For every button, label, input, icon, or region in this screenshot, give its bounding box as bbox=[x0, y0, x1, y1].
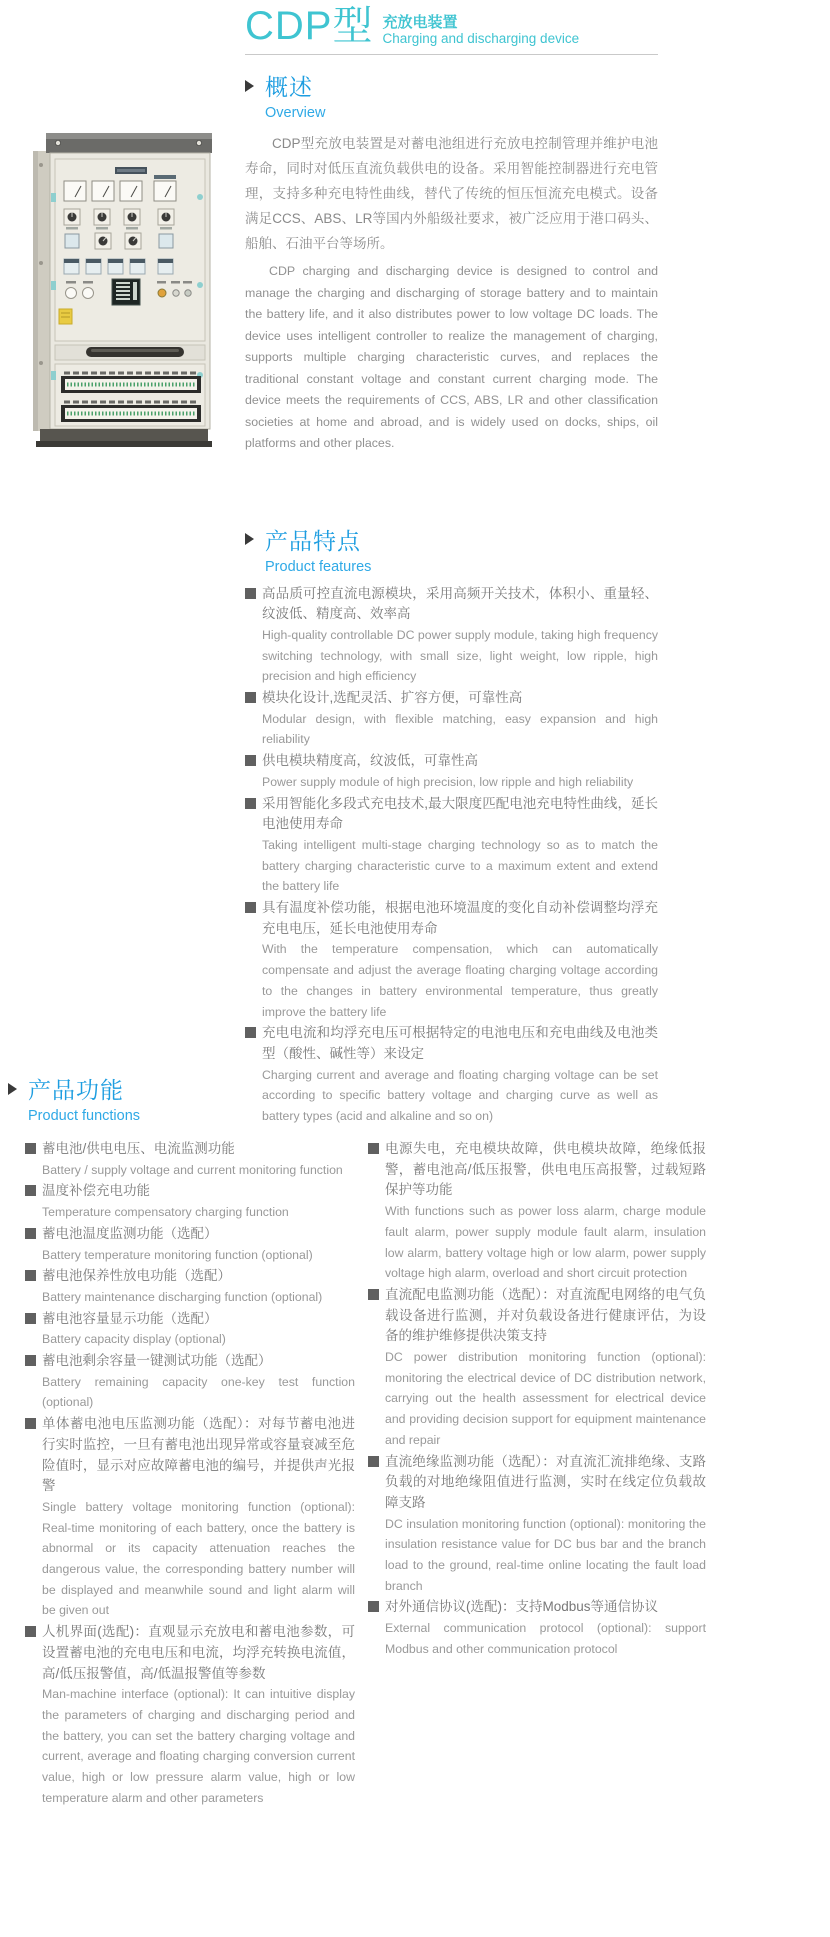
bullet-square-icon bbox=[368, 1289, 379, 1300]
functions-title-en: Product functions bbox=[28, 1108, 141, 1124]
function-text-zh: 蓄电池容量显示功能（选配） bbox=[42, 1310, 218, 1326]
function-text-zh: 蓄电池剩余容量一键测试功能（选配） bbox=[42, 1353, 272, 1369]
function-item bbox=[25, 1181, 355, 1222]
product-subtitle-zh: 充放电装置 bbox=[382, 13, 458, 31]
function-text-zh: 单体蓄电池电压监测功能（选配）：对每节蓄电池进行实时监控，一旦有蓄电池出现异常或容量衰减至危险值时，显示对应故障蓄电池的编号，并提供声光报警 bbox=[42, 1416, 355, 1494]
bullet-square-icon bbox=[245, 798, 256, 809]
section-overview bbox=[245, 69, 658, 455]
section-arrow-icon bbox=[245, 533, 254, 545]
overview-title-en: Overview bbox=[265, 105, 326, 121]
bullet-square-icon bbox=[245, 902, 256, 913]
bullet-square-icon bbox=[245, 1027, 256, 1038]
function-text-zh: 直流配电监测功能（选配）：对直流配电网络的电气负载设备进行监测，并对负载设备进行健康评估，为设备的维护维修提供决策支持 bbox=[385, 1286, 706, 1344]
main-column bbox=[245, 5, 658, 1128]
features-list bbox=[245, 584, 658, 1127]
features-title-zh: 产品特点 bbox=[265, 527, 361, 554]
feature-item bbox=[245, 898, 658, 1022]
function-text-zh: 人机界面(选配)：直观显示充放电和蓄电池参数，可设置蓄电池的充电电压和电流，均浮充转换电流值，高/低压报警值，高/低温报警值等参数 bbox=[42, 1624, 355, 1681]
features-title-en: Product features bbox=[265, 558, 372, 575]
feature-text-en: High-quality controllable DC power supply module, taking high frequency switching technology, with small size, light weight, low ripple, high precision and high efficiency bbox=[262, 627, 658, 684]
feature-item bbox=[245, 688, 658, 750]
function-text-zh: 蓄电池保养性放电功能（选配） bbox=[42, 1268, 231, 1284]
bullet-square-icon bbox=[25, 1143, 36, 1154]
feature-text-en: Charging current and average and floating charging voltage can be set according to specific battery voltage and charging curve as well as battery types (acid and alkaline and so on) bbox=[262, 1067, 658, 1124]
functions-left-column bbox=[25, 1139, 355, 1810]
function-text-en: Man-machine interface (optional): It can intuitive display the parameters of charging and discharging period and the battery, you can set the battery charging voltage and current, average and floating charging conversion current value, high or low pressure alarm value, high or low temperature alarm and other parameters bbox=[42, 1687, 355, 1805]
bullet-square-icon bbox=[368, 1143, 379, 1154]
function-item bbox=[368, 1139, 706, 1284]
bullet-square-icon bbox=[368, 1456, 379, 1467]
functions-columns bbox=[25, 1130, 708, 1810]
section-features bbox=[245, 523, 658, 1127]
header-divider bbox=[245, 54, 658, 55]
function-text-en: Battery remaining capacity one-key test function (optional) bbox=[42, 1374, 355, 1410]
overview-header bbox=[245, 69, 658, 102]
bullet-square-icon bbox=[368, 1601, 379, 1612]
feature-text-zh: 采用智能化多段式充电技术,最大限度匹配电池充电特性曲线，延长电池使用寿命 bbox=[262, 795, 658, 832]
function-item bbox=[25, 1622, 355, 1808]
bullet-square-icon bbox=[25, 1185, 36, 1196]
function-text-zh: 直流绝缘监测功能（选配）：对直流汇流排绝缘、支路负载的对地绝缘阻值进行监测，实时在线定位负载故障支路 bbox=[385, 1453, 706, 1510]
function-item bbox=[368, 1285, 706, 1451]
functions-title-zh: 产品功能 bbox=[28, 1077, 124, 1103]
product-subtitle-en: Charging and discharging device bbox=[382, 30, 580, 46]
overview-title-zh: 概述 bbox=[265, 74, 313, 100]
bullet-square-icon bbox=[25, 1228, 36, 1239]
cabinet-illustration bbox=[30, 113, 215, 448]
feature-text-zh: 具有温度补偿功能，根据电池环境温度的变化自动补偿调整均浮充充电电压，延长电池使用寿命 bbox=[262, 900, 658, 936]
overview-paragraph-en: CDP charging and discharging device is designed to control and manage the charging and discharging of storage battery and to maintain the battery life, and it also distributes power to low voltage DC loads. The device uses intelligent controller to realize the management of charging, supports multiple charging characteristic curves, and replaces the traditional constant voltage and constant current charging mode. The device meets the requirements of CCS, ABS, LR and other classification societies at home and abroad, and is widely used on docks, ships, oil platforms and other places. bbox=[245, 264, 658, 450]
meter-icons bbox=[64, 181, 176, 201]
function-text-zh: 电源失电，充电模块故障，供电模块故障，绝缘低报警，蓄电池高/低压报警，供电电压高报警，过载短路保护等功能 bbox=[385, 1141, 706, 1198]
bullet-square-icon bbox=[25, 1355, 36, 1366]
bullet-square-icon bbox=[25, 1313, 36, 1324]
feature-item bbox=[245, 794, 658, 898]
feature-text-zh: 模块化设计,选配灵活、扩容方便，可靠性高 bbox=[262, 690, 523, 706]
function-text-zh: 对外通信协议(选配)：支持Modbus等通信协议 bbox=[385, 1599, 659, 1615]
function-text-en: Temperature compensatory charging function bbox=[42, 1205, 289, 1220]
section-functions bbox=[8, 1072, 708, 1810]
function-text-en: Battery temperature monitoring function (optional) bbox=[42, 1247, 313, 1262]
function-text-en: DC insulation monitoring function (optional): monitoring the insulation resistance value for DC bus bar and the branch load to the ground, real-time online locating the fault load branch bbox=[385, 1516, 706, 1593]
product-header bbox=[245, 5, 658, 47]
function-text-zh: 温度补偿充电功能 bbox=[42, 1183, 150, 1199]
product-subtitle bbox=[382, 14, 579, 47]
bullet-square-icon bbox=[245, 588, 256, 599]
feature-item bbox=[245, 751, 658, 792]
bullet-square-icon bbox=[25, 1270, 36, 1281]
functions-right-column bbox=[368, 1139, 706, 1810]
product-cabinet-image bbox=[30, 113, 215, 448]
function-text-en: Battery maintenance discharging function (optional) bbox=[42, 1289, 323, 1304]
feature-text-zh: 充电电流和均浮充电压可根据特定的电池电压和充电曲线及电池类型（酸性、碱性等）来设定 bbox=[262, 1025, 658, 1061]
feature-text-zh: 供电模块精度高，纹波低，可靠性高 bbox=[262, 753, 478, 769]
bullet-square-icon bbox=[245, 692, 256, 703]
feature-text-en: Modular design, with flexible matching, easy expansion and high reliability bbox=[262, 711, 658, 747]
function-item bbox=[25, 1351, 355, 1413]
function-item bbox=[368, 1452, 706, 1597]
function-text-en: With functions such as power loss alarm, charge module fault alarm, power supply module fault alarm, insulation low alarm, battery voltage high or low alarm, power supply voltage high alarm, overload and short circuit protection bbox=[385, 1204, 706, 1281]
function-text-en: Single battery voltage monitoring function (optional): Real-time monitoring of each battery, once the battery is abnormal or its capacity attenuation reaches the dangerous value, the corresponding battery number will be displayed and meanwhile sound and light alarm will be given out bbox=[42, 1499, 355, 1618]
function-item bbox=[368, 1597, 706, 1659]
feature-text-en: Power supply module of high precision, low ripple and high reliability bbox=[262, 774, 634, 789]
function-item bbox=[25, 1139, 355, 1180]
bullet-square-icon bbox=[245, 755, 256, 766]
function-text-en: External communication protocol (optional): support Modbus and other communication protocol bbox=[385, 1621, 706, 1656]
function-text-en: DC power distribution monitoring function (optional): monitoring the electrical device of DC distribution network, carrying out the health assessment for electrical device and providing decision support for equipment maintenance and repair bbox=[385, 1350, 706, 1447]
product-model: CDP型 bbox=[245, 4, 374, 48]
section-arrow-icon bbox=[245, 80, 254, 92]
function-text-en: Battery capacity display (optional) bbox=[42, 1332, 226, 1347]
function-text-zh: 蓄电池温度监测功能（选配） bbox=[42, 1225, 218, 1241]
feature-item bbox=[245, 584, 658, 688]
function-item bbox=[25, 1266, 355, 1307]
function-text-zh: 蓄电池/供电电压、电流监测功能 bbox=[42, 1141, 235, 1156]
feature-text-en: Taking intelligent multi-stage charging technology so as to match the battery charging characteristic curve to a maximum extent and extend the battery life bbox=[262, 837, 658, 894]
bullet-square-icon bbox=[25, 1418, 36, 1429]
feature-text-zh: 高品质可控直流电源模块，采用高频开关技术，体积小、重量轻、纹波低、精度高、效率高 bbox=[262, 585, 658, 622]
section-arrow-icon bbox=[8, 1083, 17, 1095]
feature-text-en: With the temperature compensation, which can automatically compensate and adjust the average floating charging voltage according to the changes in battery environmental temperature, thus greatly improve the battery life bbox=[262, 942, 658, 1019]
function-item bbox=[25, 1224, 355, 1265]
bullet-square-icon bbox=[25, 1626, 36, 1637]
function-item bbox=[25, 1309, 355, 1350]
overview-paragraph-zh: CDP型充放电装置是对蓄电池组进行充放电控制管理并维护电池寿命，同时对低压直流负载供电的设备。采用智能控制器进行充电管理，支持多种充电特性曲线，替代了传统的恒压恒流充电模式。设备满足CCS、ABS、LR等国内外船级社要求，被广泛应用于港口码头、船舶、石油平台等场所。 bbox=[245, 136, 658, 251]
features-header bbox=[245, 523, 658, 556]
function-item bbox=[25, 1414, 355, 1621]
functions-header bbox=[8, 1072, 708, 1105]
function-text-en: Battery / supply voltage and current monitoring function bbox=[42, 1162, 343, 1177]
